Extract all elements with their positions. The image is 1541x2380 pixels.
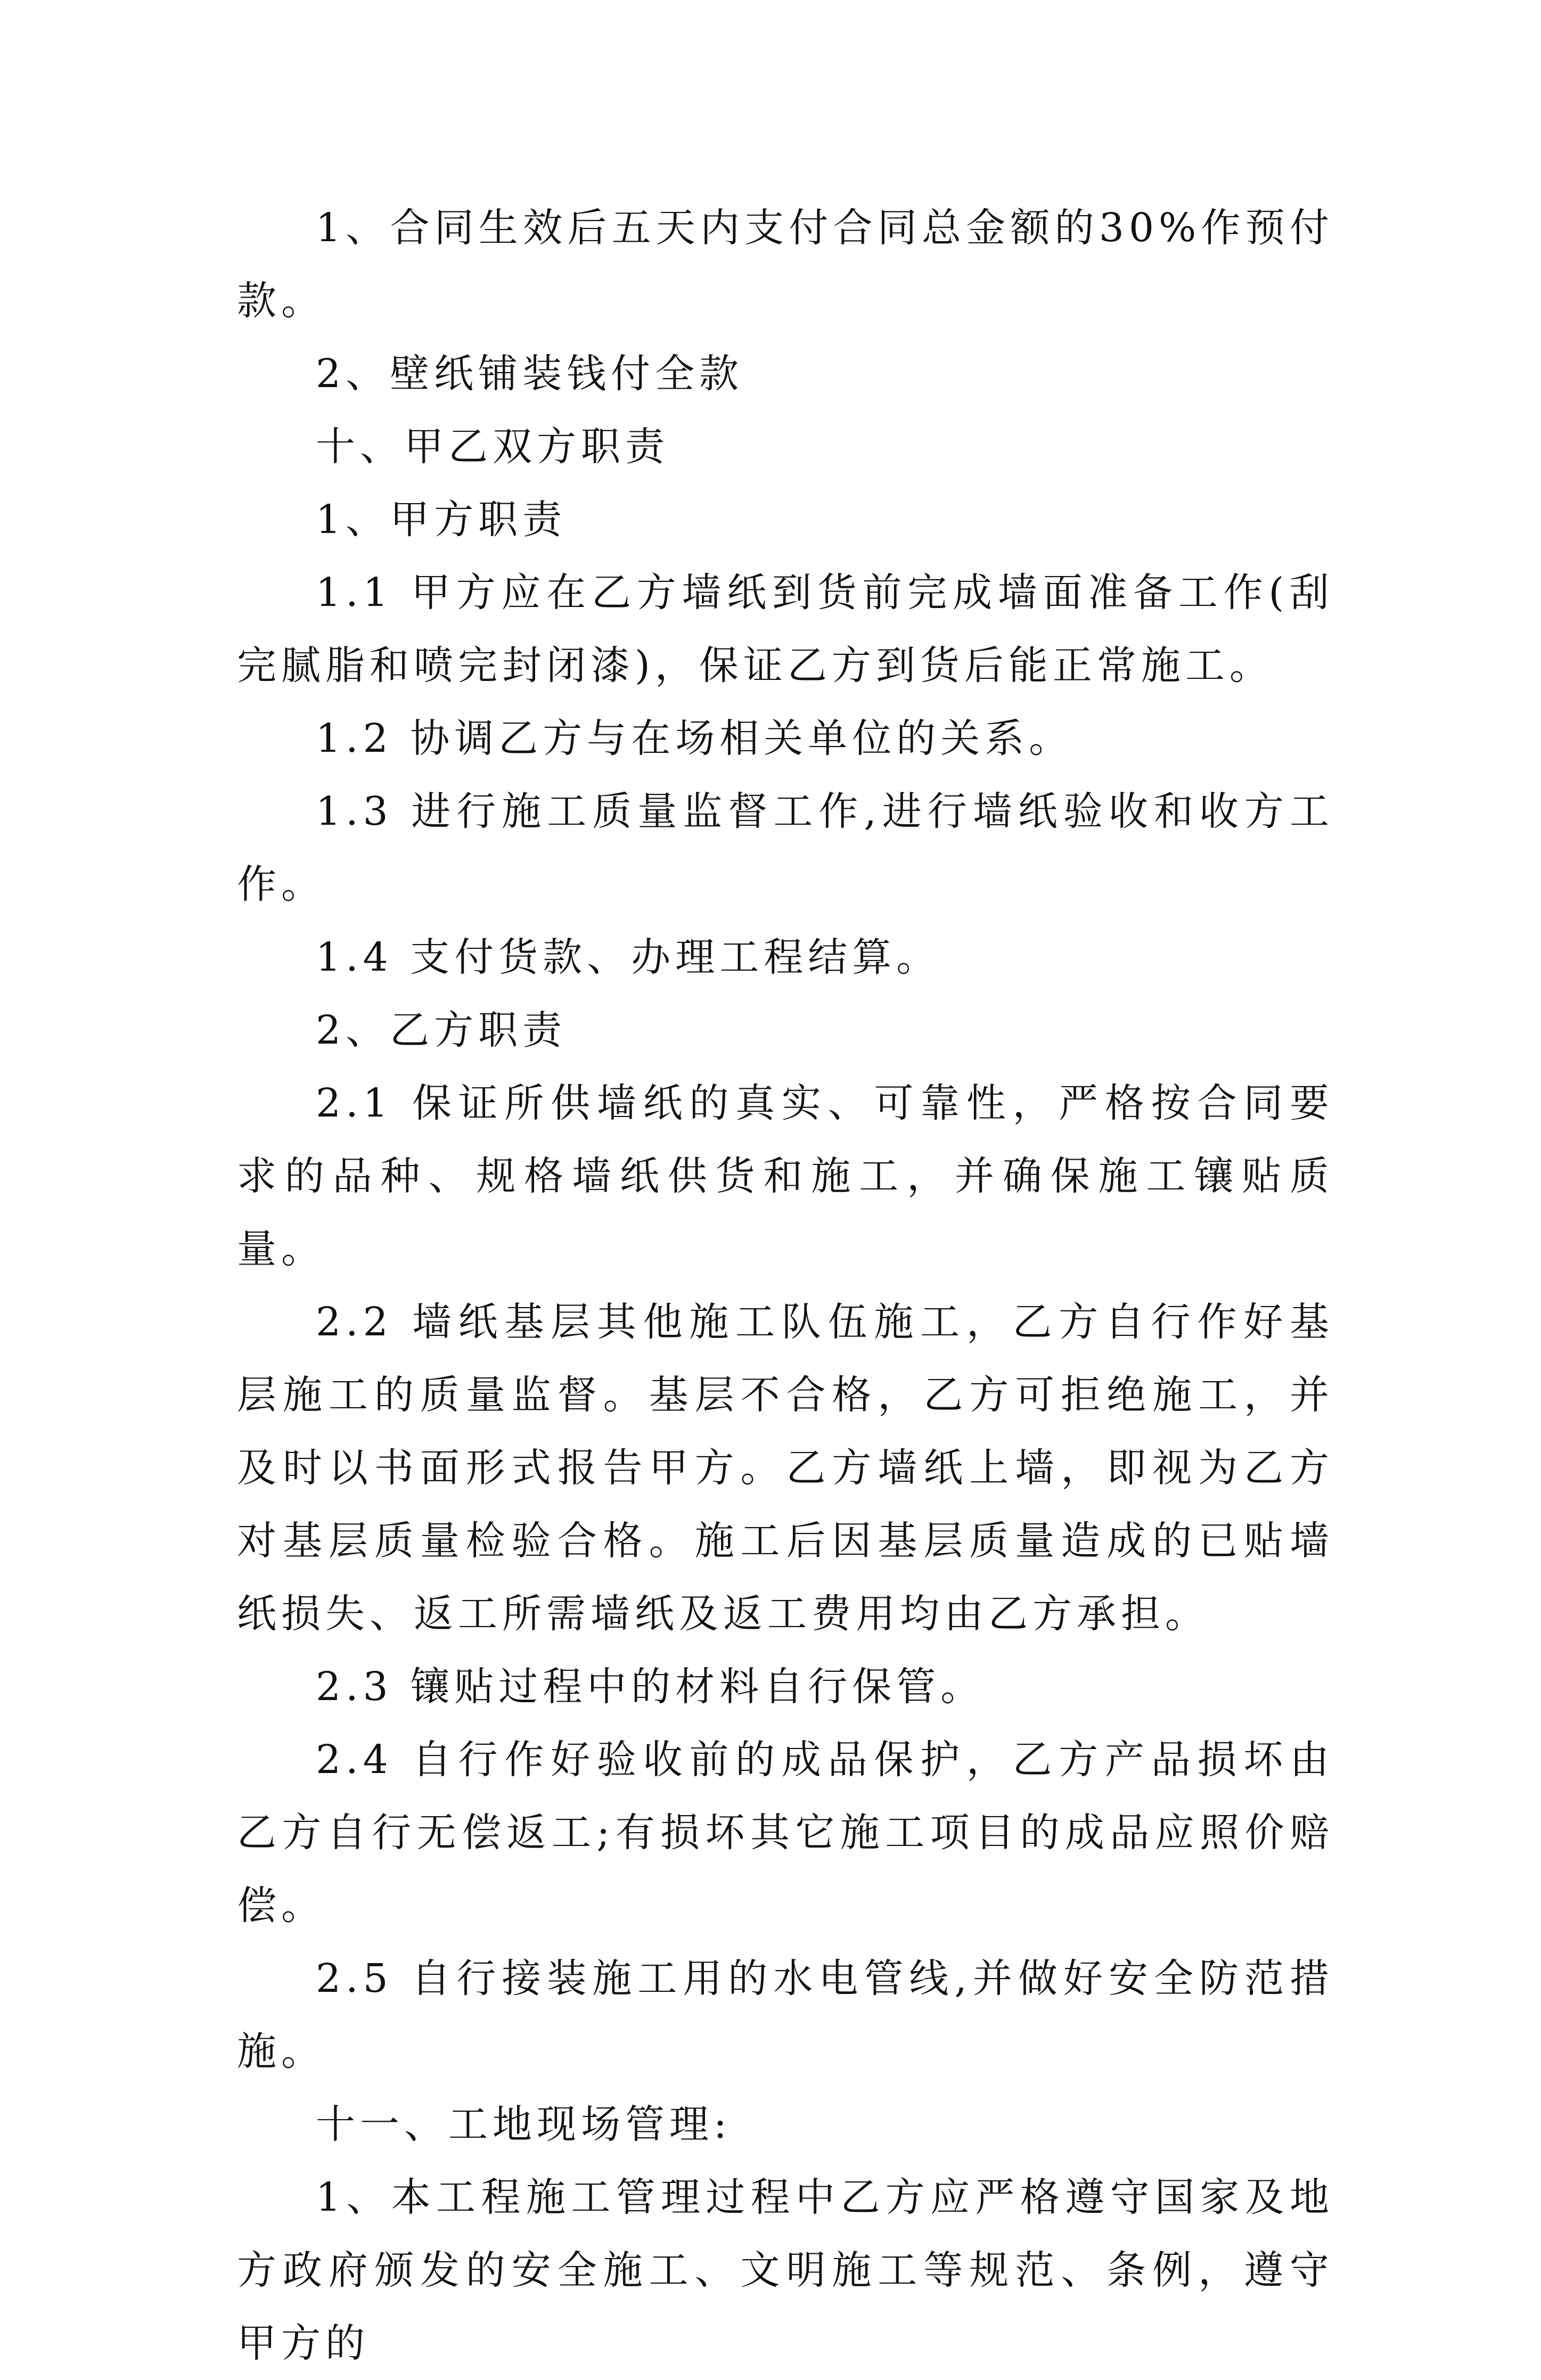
clause-site-1: 1、本工程施工管理过程中乙方应严格遵守国家及地方政府颁发的安全施工、文明施工等规范、条例，遵守甲方的: [237, 2174, 1334, 2366]
clause-1-2: 1.2 协调乙方与在场相关单位的关系。: [316, 716, 1073, 761]
clause-2-5: 2.5 自行接装施工用的水电管线,并做好安全防范措施。: [237, 1956, 1334, 2074]
clause-1-3: 1.3 进行施工质量监督工作,进行墙纸验收和收方工作。: [237, 789, 1334, 907]
paragraph-prepayment: 1、合同生效后五天内支付合同总金额的30%作预付款。: [237, 205, 1334, 324]
clause-1-4: 1.4 支付货款、办理工程结算。: [316, 934, 941, 980]
subheading-party-a: 1、甲方职责: [316, 497, 567, 543]
subheading-party-b: 2、乙方职责: [316, 1007, 567, 1053]
section-heading-site-management: 十一、工地现场管理:: [316, 2102, 732, 2147]
clause-1-1: 1.1 甲方应在乙方墙纸到货前完成墙面准备工作(刮完腻脂和喷完封闭漆)，保证乙方到货后能正常施工。: [237, 570, 1334, 688]
clause-2-2: 2.2 墙纸基层其他施工队伍施工，乙方自行作好基层施工的质量监督。基层不合格，乙方可拒绝施工，并及时以书面形式报告甲方。乙方墙纸上墙，即视为乙方对基层质量检验合格。施工后因基层质量造成的已贴墙纸损失、返工所需墙纸及返工费用均由乙方承担。: [237, 1299, 1334, 1637]
paragraph-full-payment: 2、壁纸铺装钱付全款: [316, 351, 744, 397]
document-body: [237, 192, 1334, 2380]
clause-2-1: 2.1 保证所供墙纸的真实、可靠性，严格按合同要求的品种、规格墙纸供货和施工，并确保施工镶贴质量。: [237, 1080, 1334, 1272]
clause-2-3: 2.3 镶贴过程中的材料自行保管。: [316, 1664, 985, 1710]
clause-2-4: 2.4 自行作好验收前的成品保护，乙方产品损坏由乙方自行无偿返工;有损坏其它施工项目的成品应照价赔偿。: [237, 1737, 1334, 1928]
section-heading-responsibilities: 十、甲乙双方职责: [316, 424, 669, 470]
